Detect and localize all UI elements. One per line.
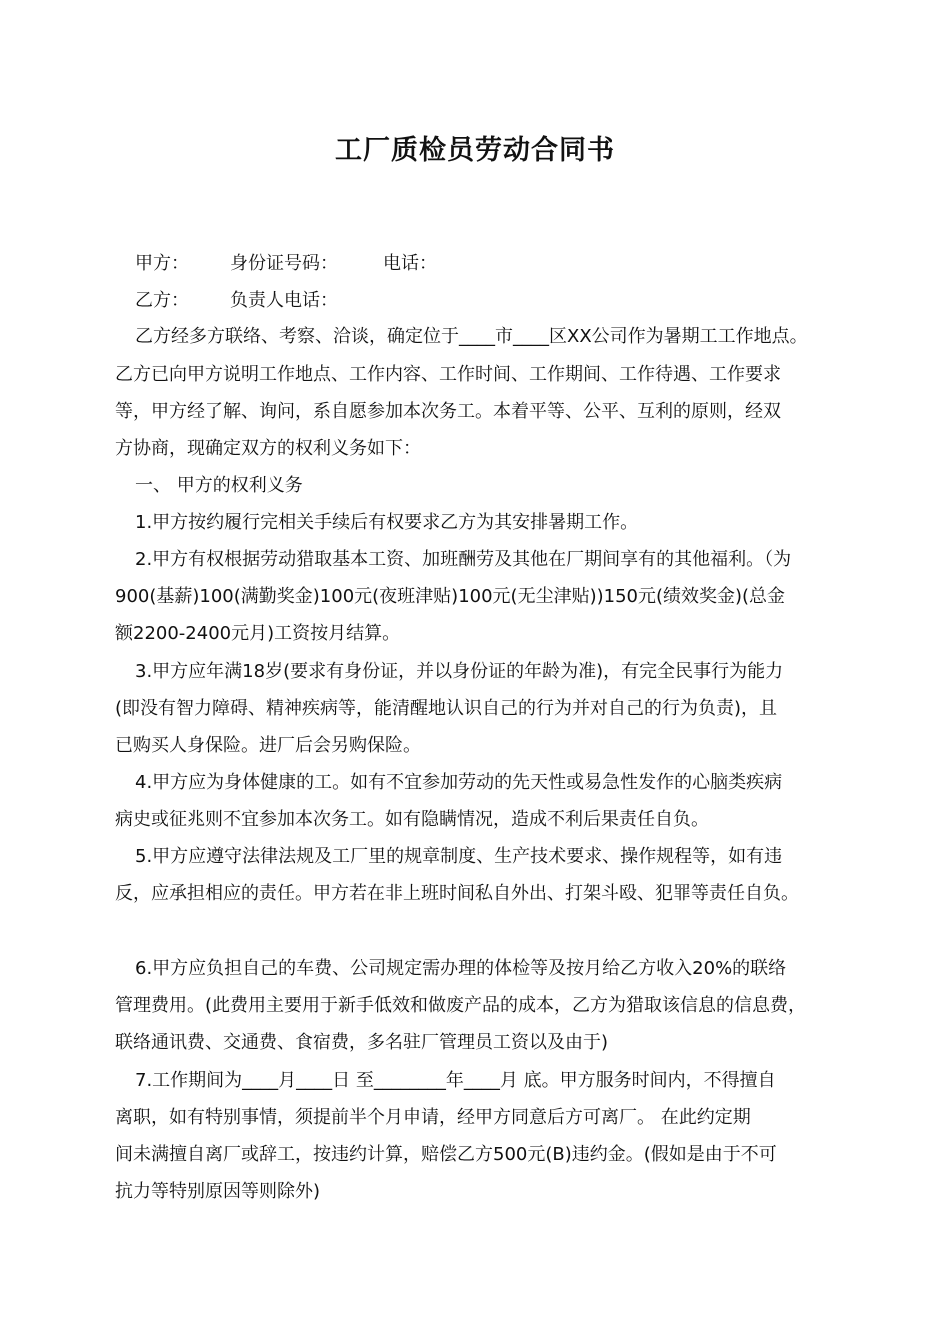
clause-3: 3.甲方应年满18岁(要求有身份证，并以身份证的年龄为准)，有完全民事行为能力 (135, 661, 784, 682)
paragraph-line: 病史或征兆则不宜参加本次务工。如有隐瞒情况，造成不利后果责任自负。 (115, 809, 709, 830)
paragraph-line: 联络通讯费、交通费、食宿费，多名驻厂管理员工资以及由于) (115, 1032, 609, 1053)
paragraph-line: 额2200-2400元月)工资按月结算。 (115, 623, 401, 644)
manager-phone-label: 负责人电话： (230, 290, 338, 311)
clause-7: 7.工作期间为____月____日 至________年____月 底。甲方服务时间内，不得擅自 (135, 1070, 776, 1091)
clause-2: 2.甲方有权根据劳动猎取基本工资、加班酬劳及其他在厂期间享有的其他福利。（为 (135, 549, 792, 570)
paragraph-line: 已购买人身保险。进厂后会另购保险。 (115, 735, 421, 756)
party-a-label: 甲方： (135, 253, 189, 274)
paragraph-line: 抗力等特别原因等则除外) (115, 1181, 321, 1202)
paragraph-line: 方协商，现确定双方的权利义务如下： (115, 438, 421, 459)
paragraph-line: 反，应承担相应的责任。甲方若在非上班时间私自外出、打架斗殴、犯罪等责任自负。 (115, 883, 799, 904)
paragraph-line: 乙方经多方联络、考察、洽谈，确定位于____市____区XX公司作为暑期工工作地点。 (135, 326, 808, 347)
paragraph-line: 间未满擅自离厂或辞工，按违约计算，赔偿乙方500元(B)违约金。(假如是由于不可 (115, 1144, 777, 1165)
paragraph-line: 乙方已向甲方说明工作地点、工作内容、工作时间、工作期间、工作待遇、工作要求 (115, 364, 781, 385)
phone-label: 电话： (383, 253, 437, 274)
section-heading: 一、 甲方的权利义务 (135, 475, 303, 496)
id-number-label: 身份证号码： (230, 253, 338, 274)
paragraph-line: (即没有智力障碍、精神疾病等，能清醒地认识自己的行为并对自己的行为负责)，且 (115, 698, 778, 719)
clause-5: 5.甲方应遵守法律法规及工厂里的规章制度、生产技术要求、操作规程等，如有违 (135, 846, 783, 867)
clause-4: 4.甲方应为身体健康的工。如有不宜参加劳动的先天性或易急性发作的心脑类疾病 (135, 772, 783, 793)
paragraph-line: 管理费用。(此费用主要用于新手低效和做废产品的成本，乙方为猎取该信息的信息费， (115, 995, 807, 1016)
clause-6: 6.甲方应负担自己的车费、公司规定需办理的体检等及按月给乙方收入20%的联络 (135, 958, 787, 979)
paragraph-line: 900(基薪)100(满勤奖金)100元(夜班津贴)100元(无尘津贴))150元(绩效奖金)(总金 (115, 586, 786, 607)
paragraph-line: 离职，如有特别事情，须提前半个月申请，经甲方同意后方可离厂。 在此约定期 (115, 1107, 751, 1128)
party-b-label: 乙方： (135, 290, 189, 311)
document-title: 工厂质检员劳动合同书 (335, 135, 615, 166)
clause-1: 1.甲方按约履行完相关手续后有权要求乙方为其安排暑期工作。 (135, 512, 639, 533)
paragraph-line: 等，甲方经了解、询问，系自愿参加本次务工。本着平等、公平、互利的原则，经双 (115, 401, 781, 422)
